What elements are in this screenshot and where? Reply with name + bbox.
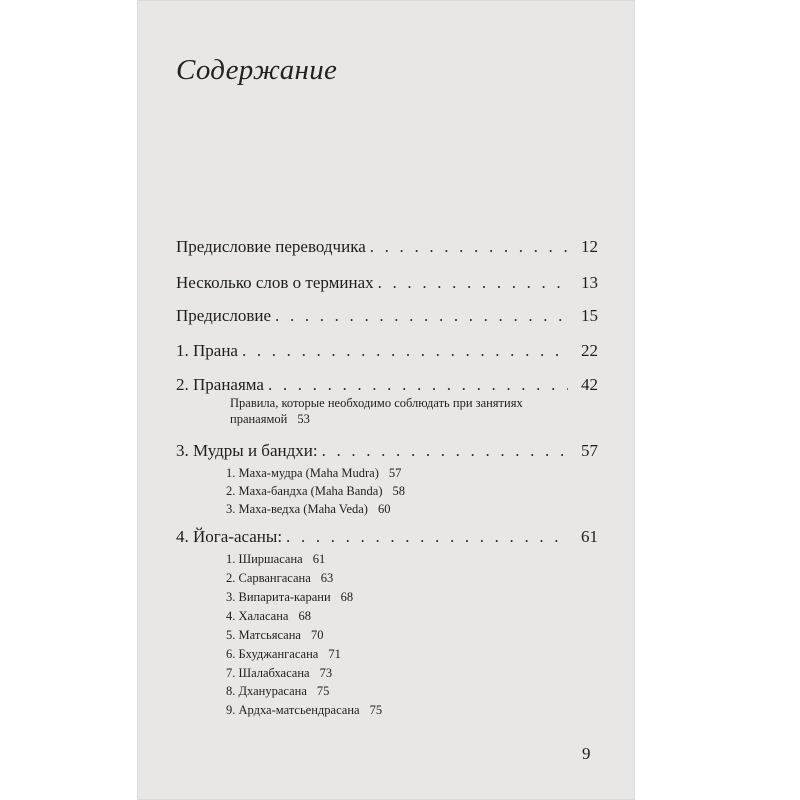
toc-entry-label: Несколько слов о терминах <box>176 273 374 292</box>
dot-leader <box>242 340 568 362</box>
toc-subentry-page: 58 <box>392 484 406 498</box>
toc-subentry-label: 3. Випарита-карани <box>226 590 331 604</box>
toc-subentry-label: 9. Ардха-матсьендрасана <box>226 703 360 717</box>
toc-entry-label: 4. Йога-асаны: <box>176 527 283 546</box>
toc-subentry-page: 73 <box>319 666 333 680</box>
toc-subentry-page: 70 <box>310 628 324 642</box>
toc-entry <box>176 236 598 258</box>
toc-subentry-page: 68 <box>298 609 311 623</box>
toc-subentry-page: 63 <box>320 571 334 585</box>
toc-subentry-label: 8. Дханурасана <box>226 684 307 698</box>
toc-entry <box>176 374 598 396</box>
toc-subentry <box>226 482 405 500</box>
toc-entry-label: 3. Мудры и бандхи: <box>176 441 318 460</box>
toc-subentry <box>226 464 401 482</box>
toc-entry-label: 2. Пранаяма <box>176 375 264 394</box>
toc-subentry-label: 2. Сарвангасана <box>226 571 311 585</box>
toc-subentry <box>226 607 311 625</box>
toc-entry-page: 42 <box>581 375 598 394</box>
toc-subentry-label: 6. Бхуджангасана <box>226 647 319 661</box>
toc-subentry-page: 53 <box>297 412 310 426</box>
toc-subentry-page: 57 <box>388 466 402 480</box>
toc-entry-page: 61 <box>581 527 598 546</box>
toc-subentry-page: 68 <box>340 590 354 604</box>
toc-entry-page: 15 <box>581 306 598 325</box>
toc-subentry-label: 7. Шалабхасана <box>226 666 310 680</box>
toc-subentry <box>226 588 353 606</box>
toc-entry-label: 1. Прана <box>176 341 238 360</box>
toc-entry <box>176 526 598 548</box>
dot-leader <box>275 305 568 327</box>
toc-subentry-label: 5. Матсьясана <box>226 628 301 642</box>
toc-subentry-label: 1. Ширшасана <box>226 552 303 566</box>
toc-entry <box>176 305 598 327</box>
toc-subentry-page: 61 <box>312 552 326 566</box>
toc-entry <box>176 440 598 462</box>
toc-entry <box>176 272 598 294</box>
toc-subentry-page: 75 <box>316 684 330 698</box>
toc-subentry-page: 60 <box>377 502 391 516</box>
toc-subentry-label: Правила, которые необходимо соблюдать при занятиях пранаямой <box>230 396 523 426</box>
toc-subentry <box>226 550 325 568</box>
toc-subentry-page: 75 <box>369 703 383 717</box>
dot-leader <box>322 440 568 462</box>
toc-subentry <box>226 664 332 682</box>
toc-entry-page: 57 <box>581 441 598 460</box>
toc-subentry-page: 71 <box>328 647 341 661</box>
dot-leader <box>370 236 568 258</box>
toc-subentry <box>230 395 570 427</box>
toc-entry-page: 13 <box>581 273 598 292</box>
toc-subentry <box>226 701 382 719</box>
toc-subentry <box>226 645 341 663</box>
toc-entry-label: Предисловие <box>176 306 272 325</box>
dot-leader <box>286 526 568 548</box>
toc-subentry-label: 4. Халасана <box>226 609 289 623</box>
toc-subentry-label: 2. Маха-бандха (Maha Banda) <box>226 484 383 498</box>
toc-subentry <box>226 569 333 587</box>
toc-subentry-label: 3. Маха-ведха (Maha Veda) <box>226 502 368 516</box>
toc-entry-label: Предисловие переводчика <box>176 237 366 256</box>
toc-subentry <box>226 682 329 700</box>
dot-leader <box>378 272 568 294</box>
toc-entry-page: 22 <box>581 341 598 360</box>
toc-entry-page: 12 <box>581 237 598 256</box>
toc-subentry <box>226 626 323 644</box>
toc-entry <box>176 340 598 362</box>
page-title: Содержание <box>176 54 338 86</box>
dot-leader <box>268 374 568 396</box>
page-number: 9 <box>582 744 591 763</box>
toc-subentry <box>226 500 390 518</box>
toc-subentry-label: 1. Маха-мудра (Maha Mudra) <box>226 466 379 480</box>
